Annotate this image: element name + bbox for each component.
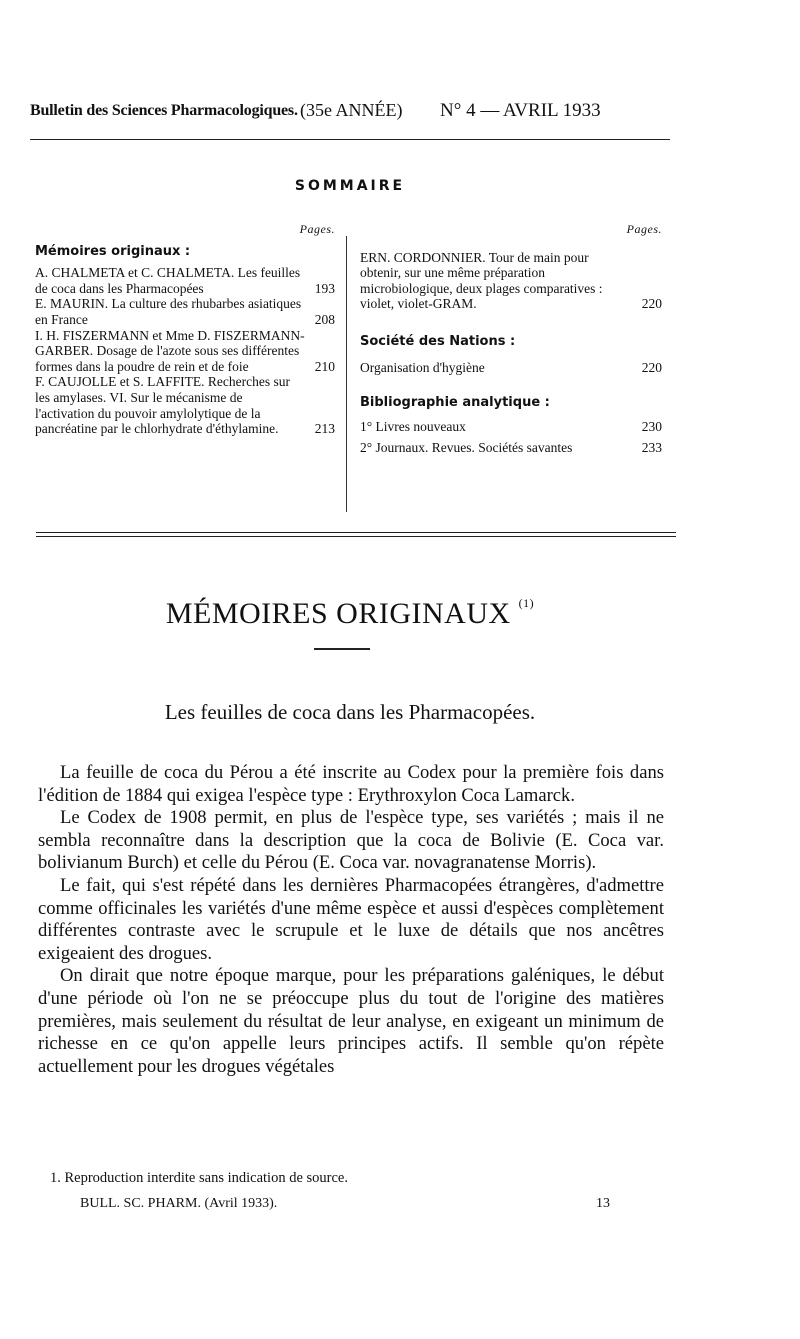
toc-entry[interactable]: [360, 440, 662, 456]
article-title: Les feuilles de coca dans les Pharmacopées.: [164, 700, 536, 724]
toc-entry[interactable]: [35, 296, 335, 327]
section-societe: Société des Nations :: [360, 333, 516, 349]
toc-entry-text: F. CAUJOLLE et S. LAFFITE. Recherches sur les amylases. VI. Sur le mécanisme de l'activation du pouvoir amylolytique de la pancréatine par le chlorhydrate d'éthylamine.: [35, 374, 291, 437]
toc-entry-page: 208: [314, 311, 335, 327]
title-rule: [314, 648, 370, 650]
toc-entry[interactable]: [360, 250, 662, 312]
year-label: (35e ANNÉE): [300, 100, 403, 120]
toc-entry[interactable]: [35, 265, 335, 296]
page-number: 13: [596, 1196, 610, 1211]
section-title: [0, 596, 700, 631]
toc-entry-text: Organisation d'hygiène: [360, 359, 485, 375]
sommaire-left-column: [35, 222, 335, 437]
toc-entry-text: ERN. CORDONNIER. Tour de main pour obtenir, sur une même préparation microbiologique, deux plages comparatives : violet, violet-GRAM.: [360, 249, 603, 312]
paragraph: Le Codex de 1908 permit, en plus de l'espèce type, ses variétés ; mais il ne sembla reconnaître dans la description que la coca de Bolivie (E. Coca var. bolivianum Burch) et celle du Pérou (E. Coca var. novagranatense Morris).: [38, 807, 664, 874]
toc-entry-page: 233: [641, 440, 662, 456]
column-divider: [346, 236, 347, 512]
section-memoires: Mémoires originaux :: [35, 243, 191, 259]
issue-number: N° 4: [440, 100, 476, 121]
toc-entry-text: A. CHALMETA et C. CHALMETA. Les feuilles de coca dans les Pharmacopées: [35, 265, 301, 296]
toc-entry[interactable]: [360, 360, 662, 376]
pages-label: Pages.: [299, 222, 335, 236]
paragraph: La feuille de coca du Pérou a été inscrite au Codex pour la première fois dans l'édition de 1884 qui exigea l'espèce type : Erythroxylon Coca Lamarck.: [38, 762, 664, 806]
section-title-text: MÉMOIRES ORIGINAUX: [165, 597, 511, 630]
double-rule: [36, 532, 676, 537]
sommaire-right-column: [360, 222, 662, 456]
toc-entry-page: 193: [314, 280, 335, 296]
journal-title: Bulletin des Sciences Pharmacologiques.: [30, 102, 298, 119]
footnote: 1. Reproduction interdite sans indication de source.: [50, 1170, 348, 1186]
toc-entry-text: 1° Livres nouveaux: [360, 418, 466, 434]
toc-entry-page: 220: [641, 359, 662, 375]
toc-entry-text: E. MAURIN. La culture des rhubarbes asiatiques en France: [35, 296, 302, 327]
sommaire-title: SOMMAIRE: [294, 178, 406, 194]
toc-entry[interactable]: [35, 374, 335, 436]
header-rule: [30, 139, 670, 140]
issue-date: [440, 100, 601, 122]
paragraph: On dirait que notre époque marque, pour les préparations galéniques, le début d'une période où l'on ne se préoccupe plus du tout de l'origine des matières premières, mais seulement du résultat de leur analyse, en exigeant un minimum de richesse en ce qu'on appelle leurs principes actifs. Il semble qu'on répète actuellement pour les drogues végétales: [38, 965, 664, 1077]
running-head: [30, 100, 670, 130]
toc-entry-page: 220: [641, 296, 662, 312]
toc-entry-page: 210: [314, 358, 335, 374]
toc-entry-page: 230: [641, 418, 662, 434]
toc-entry[interactable]: [360, 419, 662, 435]
bottom-reference: BULL. SC. PHARM. (Avril 1933).: [80, 1196, 278, 1211]
article-body: [38, 762, 664, 1078]
section-bibliographie: Bibliographie analytique :: [360, 395, 550, 411]
toc-entry[interactable]: [35, 328, 335, 375]
toc-entry-text: 2° Journaux. Revues. Sociétés savantes: [360, 440, 573, 456]
paragraph: Le fait, qui s'est répété dans les dernières Pharmacopées étrangères, d'admettre comme officinales les variétés d'une même espèce et aussi d'espèces complètement différentes contraste avec le scrupule et le luxe de détails que nos ancêtres exigeaient des drogues.: [38, 874, 664, 964]
toc-entry-page: 213: [314, 421, 335, 437]
footnote-mark: (1): [518, 596, 535, 610]
pages-label: Pages.: [626, 222, 662, 236]
issue-date-text: — AVRIL 1933: [480, 100, 601, 121]
toc-entry-text: I. H. FISZERMANN et Mme D. FISZERMANN-GARBER. Dosage de l'azote sous ses différentes formes dans la poudre de rein et de foie: [35, 327, 305, 374]
